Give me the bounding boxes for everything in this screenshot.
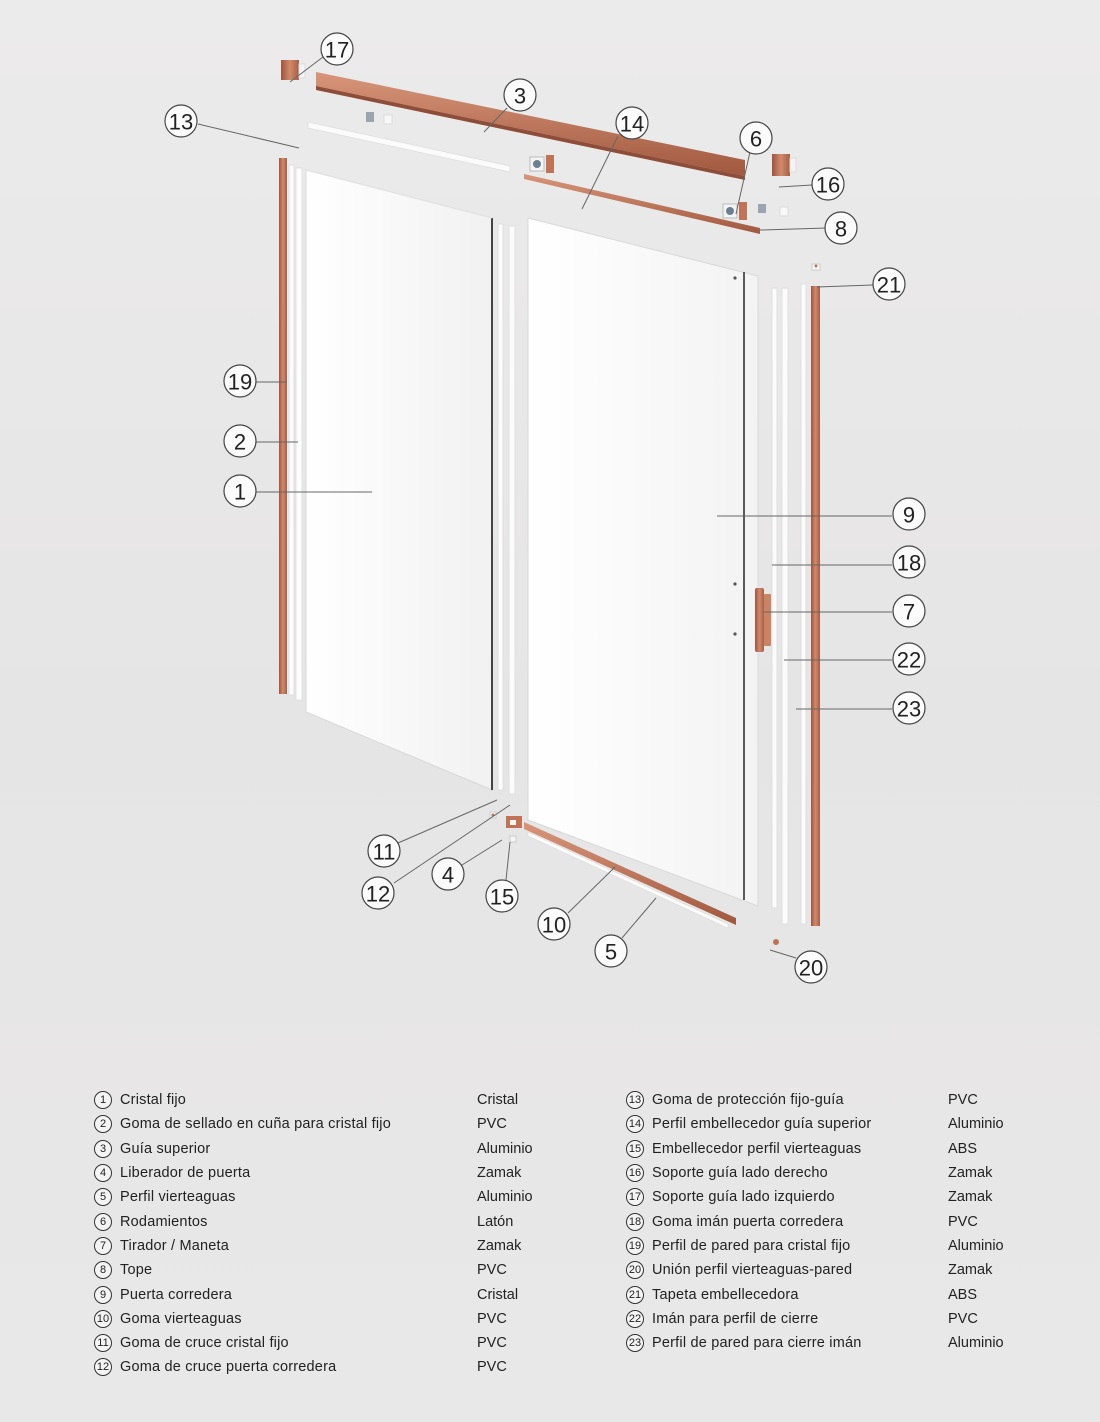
callout-number: 9: [902, 502, 916, 528]
sliding-door-panel: [528, 218, 758, 906]
legend-number: 13: [626, 1091, 644, 1109]
legend-number: 15: [626, 1140, 644, 1158]
legend-number: 5: [94, 1188, 112, 1206]
legend-item-13: [626, 1088, 978, 1112]
legend-material: Aluminio: [948, 1237, 1004, 1254]
legend-part-name: Tapeta embellecedora: [652, 1286, 799, 1303]
legend-item-19: [626, 1234, 1004, 1258]
legend-item-1: [94, 1088, 519, 1112]
legend-part-name: Perfil embellecedor guía superior: [652, 1116, 872, 1133]
legend-item-10: [94, 1307, 507, 1331]
legend-material: PVC: [477, 1262, 507, 1279]
legend-part-name: Rodamientos: [120, 1213, 208, 1230]
legend-number: 8: [94, 1261, 112, 1279]
legend-number: 12: [94, 1358, 112, 1376]
legend-item-6: [94, 1209, 514, 1233]
callout-22: [893, 643, 925, 675]
legend-part-name: Tope: [120, 1262, 153, 1279]
crossing-seal-fixed: [498, 224, 503, 790]
legend-number: 2: [94, 1115, 112, 1133]
callout-number: 17: [324, 37, 350, 63]
legend-material: Aluminio: [948, 1335, 1004, 1352]
callout-number: 12: [365, 881, 391, 907]
roller-right: [723, 202, 747, 220]
legend-part-name: Goma de protección fijo-guía: [652, 1092, 844, 1109]
left-wall-profile: [279, 158, 287, 694]
legend-part-name: Imán para perfil de cierre: [652, 1310, 819, 1327]
callout-4: [432, 858, 464, 890]
legend-material: PVC: [477, 1116, 507, 1133]
legend-material: PVC: [948, 1213, 978, 1230]
legend-item-4: [94, 1161, 522, 1185]
callout-18: [893, 546, 925, 578]
legend-item-21: [626, 1282, 978, 1306]
legend-number: 22: [626, 1310, 644, 1328]
callout-3: [504, 79, 536, 111]
legend-part-name: Cristal fijo: [120, 1092, 187, 1109]
legend-material: Aluminio: [948, 1116, 1004, 1133]
legend-material: PVC: [477, 1310, 507, 1327]
legend-part-name: Soporte guía lado izquierdo: [652, 1189, 835, 1206]
callout-13: [165, 105, 197, 137]
callout-23: [893, 692, 925, 724]
legend-part-name: Perfil de pared para cristal fijo: [652, 1237, 851, 1254]
right-support-bracket: [772, 154, 796, 176]
callout-number: 1: [233, 479, 247, 505]
legend-part-name: Goma vierteaguas: [120, 1310, 242, 1327]
callout-number: 18: [896, 550, 922, 576]
legend-part-name: Puerta corredera: [120, 1286, 233, 1303]
callout-8: [825, 212, 857, 244]
legend-material: Cristal: [477, 1092, 519, 1109]
legend-material: Zamak: [948, 1165, 993, 1182]
callout-number: 15: [489, 884, 515, 910]
legend-material: PVC: [477, 1335, 507, 1352]
legend-part-name: Perfil de pared para cierre imán: [652, 1335, 862, 1352]
callout-21: [873, 268, 905, 300]
callout-7: [893, 595, 925, 627]
legend-part-name: Goma de sellado en cuña para cristal fijo: [120, 1116, 391, 1133]
legend-item-18: [626, 1209, 978, 1233]
legend-item-12: [94, 1355, 507, 1379]
legend-material: PVC: [948, 1092, 978, 1109]
callout-6: [740, 122, 772, 154]
legend-number: 10: [94, 1310, 112, 1328]
callout-11: [368, 835, 400, 867]
legend-number: 9: [94, 1286, 112, 1304]
callout-number: 13: [168, 109, 194, 135]
legend-item-17: [626, 1185, 993, 1209]
legend-material: Zamak: [948, 1262, 993, 1279]
callout-number: 2: [233, 429, 247, 455]
legend-part-name: Soporte guía lado derecho: [652, 1165, 828, 1182]
legend-material: PVC: [477, 1359, 507, 1376]
callout-number: 23: [896, 696, 922, 722]
legend-part-name: Embellecedor perfil vierteaguas: [652, 1140, 862, 1157]
callout-19: [224, 365, 256, 397]
callout-1: [224, 475, 256, 507]
legend-item-5: [94, 1185, 533, 1209]
legend-material: PVC: [948, 1310, 978, 1327]
callout-number: 21: [876, 272, 902, 298]
legend-number: 23: [626, 1334, 644, 1352]
callout-number: 3: [513, 83, 527, 109]
legend-material: Zamak: [477, 1165, 522, 1182]
legend-number: 11: [94, 1334, 112, 1352]
legend-item-8: [94, 1258, 507, 1282]
legend-material: ABS: [948, 1140, 978, 1157]
legend-number: 18: [626, 1213, 644, 1231]
callout-number: 7: [902, 599, 916, 625]
legend-number: 16: [626, 1164, 644, 1182]
legend-material: Zamak: [948, 1189, 993, 1206]
callout-number: 19: [227, 369, 253, 395]
legend-item-16: [626, 1161, 993, 1185]
legend-part-name: Goma de cruce cristal fijo: [120, 1335, 289, 1352]
callout-15: [486, 880, 518, 912]
legend-item-22: [626, 1307, 978, 1331]
callout-20: [795, 951, 827, 983]
callout-12: [362, 877, 394, 909]
left-support-bracket: [281, 60, 305, 80]
legend-item-2: [94, 1112, 507, 1136]
callout-number: 22: [896, 647, 922, 673]
roller-left: [530, 155, 554, 173]
protection-rubber-strip: [308, 122, 510, 172]
legend-material: Aluminio: [477, 1140, 533, 1157]
callout-number: 8: [834, 216, 848, 242]
legend-item-15: [626, 1137, 978, 1161]
drip-profile-embellisher: [506, 816, 522, 842]
parts-legend-right: [626, 1088, 1004, 1355]
legend-part-name: Tirador / Maneta: [120, 1237, 230, 1254]
callout-10: [538, 908, 570, 940]
legend-item-20: [626, 1258, 993, 1282]
callout-5: [595, 935, 627, 967]
legend-number: 7: [94, 1237, 112, 1255]
fixed-glass-panel: [306, 170, 492, 790]
legend-part-name: Liberador de puerta: [120, 1165, 251, 1182]
callout-number: 5: [604, 939, 618, 965]
legend-number: 1: [94, 1091, 112, 1109]
callout-number: 11: [372, 839, 396, 865]
parts-legend-left: [94, 1088, 533, 1380]
legend-part-name: Guía superior: [120, 1140, 211, 1157]
drip-wall-junction: [773, 939, 779, 945]
legend-item-23: [626, 1331, 1004, 1355]
legend-number: 3: [94, 1140, 112, 1158]
closing-magnet: [782, 288, 788, 924]
legend-part-name: Goma imán puerta corredera: [652, 1213, 844, 1230]
callout-number: 16: [815, 172, 841, 198]
legend-number: 14: [626, 1115, 644, 1133]
callout-number: 10: [541, 912, 567, 938]
legend-number: 4: [94, 1164, 112, 1182]
callout-number: 14: [619, 111, 645, 137]
callout-number: 4: [441, 862, 455, 888]
callout-16: [812, 168, 844, 200]
legend-item-11: [94, 1331, 507, 1355]
legend-part-name: Goma de cruce puerta corredera: [120, 1359, 337, 1376]
callout-14: [616, 107, 648, 139]
legend-number: 6: [94, 1213, 112, 1231]
legend-number: 17: [626, 1188, 644, 1206]
right-wall-profile: [811, 286, 820, 926]
legend-item-14: [626, 1112, 1004, 1136]
callout-17: [321, 33, 353, 65]
legend-item-7: [94, 1234, 522, 1258]
callout-9: [893, 498, 925, 530]
legend-material: Latón: [477, 1213, 514, 1230]
legend-item-9: [94, 1282, 519, 1306]
legend-material: ABS: [948, 1286, 978, 1303]
door-handle: [755, 588, 771, 652]
callout-number: 6: [749, 126, 763, 152]
left-wedge-seal: [289, 165, 294, 695]
callout-2: [224, 425, 256, 457]
legend-number: 21: [626, 1286, 644, 1304]
legend-number: 19: [626, 1237, 644, 1255]
legend-item-3: [94, 1137, 533, 1161]
legend-part-name: Perfil vierteaguas: [120, 1189, 236, 1206]
legend-part-name: Unión perfil vierteaguas-pared: [652, 1262, 853, 1279]
magnet-seal-door: [772, 288, 777, 908]
legend-material: Aluminio: [477, 1189, 533, 1206]
legend-number: 20: [626, 1261, 644, 1279]
legend-material: Zamak: [477, 1237, 522, 1254]
crossing-seal-door: [509, 226, 515, 794]
legend-material: Cristal: [477, 1286, 519, 1303]
callout-number: 20: [798, 955, 824, 981]
